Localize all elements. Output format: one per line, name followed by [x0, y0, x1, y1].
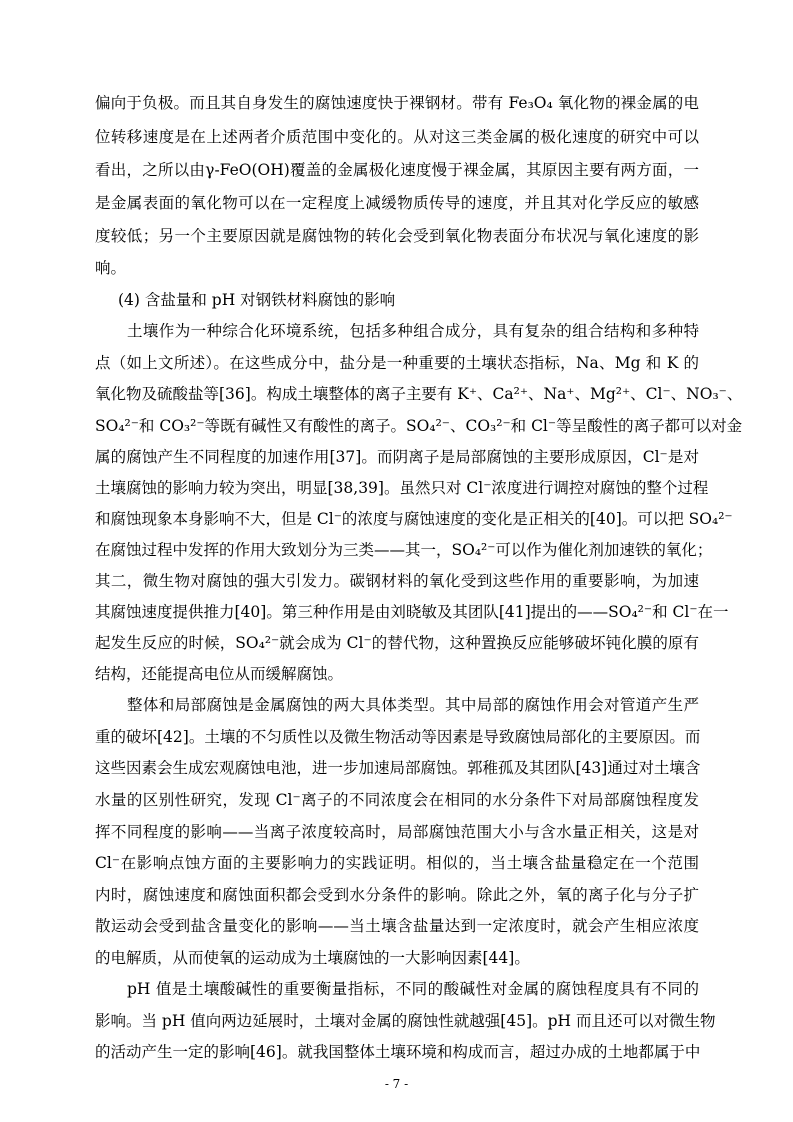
text-line: 影响。当 pH 值向两边延展时，土壤对金属的腐蚀性就越强[45]。pH 而且还可以对微生物 [95, 1012, 716, 1030]
text-line: 和腐蚀现象本身影响不大，但是 Cl⁻的浓度与腐蚀速度的变化是正相关的[40]。可以把 SO₄²⁻ [95, 510, 733, 528]
text-line: 氧化物及硫酸盐等[36]。构成土壤整体的离子主要有 K⁺、Ca²⁺、Na⁺、Mg²⁺、Cl⁻、NO₃⁻、 [95, 385, 743, 403]
text-line: 偏向于负极。而且其自身发生的腐蚀速度快于裸钢材。带有 Fe₃O₄ 氧化物的裸金属的电 [95, 94, 699, 112]
text-line: 这些因素会生成宏观腐蚀电池，进一步加速局部腐蚀。郭稚孤及其团队[43]通过对土壤含 [95, 759, 701, 777]
text-line: 的电解质，从而使氧的运动成为土壤腐蚀的一大影响因素[44]。 [95, 949, 530, 967]
text-line: 整体和局部腐蚀是金属腐蚀的两大具体类型。其中局部的腐蚀作用会对管道产生严 [127, 696, 699, 714]
text-line: 土壤腐蚀的影响力较为突出，明显[38,39]。虽然只对 Cl⁻浓度进行调控对腐蚀的整个过程 [95, 479, 709, 497]
text-line: 结构，还能提高电位从而缓解腐蚀。 [95, 665, 344, 683]
text-line: 响。 [95, 259, 127, 277]
text-line: 水量的区别性研究，发现 Cl⁻离子的不同浓度会在相同的水分条件下对局部腐蚀程度发 [95, 791, 699, 809]
text-line: 点（如上文所述）。在这些成分中，盐分是一种重要的土壤状态指标，Na、Mg 和 K 的 [95, 354, 699, 372]
text-line: pH 值是土壤酸碱性的重要衡量指标，不同的酸碱性对金属的腐蚀程度具有不同的 [127, 980, 699, 998]
text-line: 度较低；另一个主要原因就是腐蚀物的转化会受到氧化物表面分布状况与氧化速度的影 [95, 227, 699, 245]
text-line: 其二，微生物对腐蚀的强大引发力。碳钢材料的氧化受到这些作用的重要影响，为加速 [95, 572, 699, 590]
text-line: 挥不同程度的影响——当离子浓度较高时，局部腐蚀范围大小与含水量正相关，这是对 [95, 823, 699, 841]
text-line: 散运动会受到盐含量变化的影响——当土壤含盐量达到一定浓度时，就会产生相应浓度 [95, 917, 699, 935]
text-line: 是金属表面的氧化物可以在一定程度上减缓物质传导的速度，并且其对化学反应的敏感 [95, 194, 699, 212]
text-line: 位转移速度是在上述两者介质范围中变化的。从对这三类金属的极化速度的研究中可以 [95, 128, 699, 146]
page-number: - 7 - [384, 1077, 409, 1091]
text-line: SO₄²⁻和 CO₃²⁻等既有碱性又有酸性的离子。SO₄²⁻、CO₃²⁻和 Cl⁻等呈酸性的离子都可以对金 [95, 417, 743, 435]
text-line: 的活动产生一定的影响[46]。就我国整体土壤环境和构成而言，超过办成的土地都属于中 [95, 1043, 701, 1061]
text-line: 重的破坏[42]。土壤的不匀质性以及微生物活动等因素是导致腐蚀局部化的主要原因。而 [95, 728, 701, 746]
text-line: 其腐蚀速度提供推力[40]。第三种作用是由刘晓敏及其团队[41]提出的——SO₄²⁻和 Cl⁻在一 [95, 603, 729, 621]
text-line: 内时，腐蚀速度和腐蚀面积都会受到水分条件的影响。除此之外，氧的离子化与分子扩 [95, 886, 699, 904]
text-line: 属的腐蚀产生不同程度的加速作用[37]。而阴离子是局部腐蚀的主要形成原因，Cl⁻是对 [95, 448, 699, 466]
text-line: 在腐蚀过程中发挥的作用大致划分为三类——其一，SO₄²⁻可以作为催化剂加速铁的氧化； [95, 541, 713, 559]
section-heading: (4) 含盐量和 pH 对钢铁材料腐蚀的影响 [118, 291, 396, 309]
text-line: 起发生反应的时候，SO₄²⁻就会成为 Cl⁻的替代物，这种置换反应能够破坏钝化膜的原有 [95, 634, 699, 652]
text-line: Cl⁻在影响点蚀方面的主要影响力的实践证明。相似的，当土壤含盐量稳定在一个范围 [95, 854, 699, 872]
text-line: 看出，之所以由γ-FeO(OH)覆盖的金属极化速度慢于裸金属，其原因主要有两方面，一 [95, 161, 699, 179]
text-line: 土壤作为一种综合化环境系统，包括多种组合成分，具有复杂的组合结构和多种特 [127, 322, 699, 340]
